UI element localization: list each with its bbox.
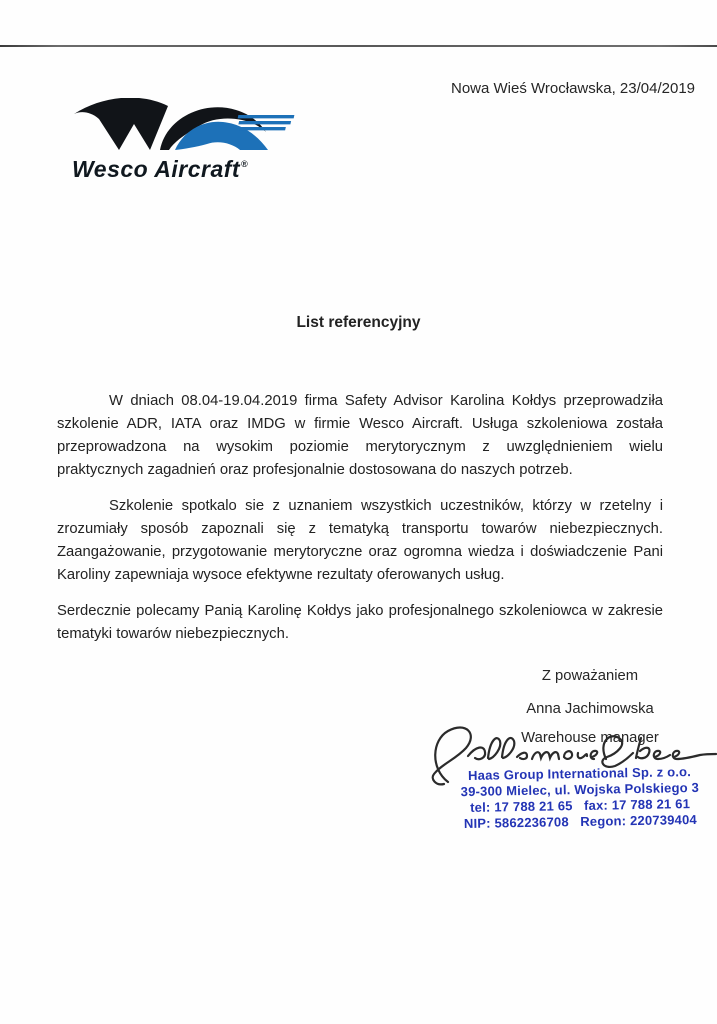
signer-role: Warehouse manager bbox=[521, 730, 659, 746]
signer-name: Anna Jachimowska bbox=[526, 701, 654, 717]
stamp-address: 39-300 Mielec, ul. Wojska Polskiego 3 bbox=[460, 779, 700, 800]
paragraph-3: Serdecznie polecamy Panią Karolinę Kołdys jako profesjonalnego szkoleniowca w zakresie tematyki towarów niebezpiecznych. bbox=[57, 603, 663, 642]
paragraph-1: W dniach 08.04-19.04.2019 firma Safety Advisor Karolina Kołdys przeprowadziła szkolenie ADR, IATA oraz IMDG w firmie Wesco Aircraft. Usługa szkoleniowa została przeprowadzona na wysokim poziomie merytorycznym z uwzględnieniem wielu praktycznych zagadnień oraz profesjonalnie dostosowana do naszych potrzeb. bbox=[57, 393, 663, 478]
closing-block bbox=[470, 668, 710, 746]
paragraph-2: Szkolenie spotkalo sie z uznaniem wszystkich uczestników, którzy w rzetelny i zrozumiały sposób zapoznali się z tematyką transportu towarów niebezpiecznych. Zaangażowanie, przygotowanie merytoryczne oraz ogromna wiedza i doświadczenie Pani Karoliny zapewniaja wysoce efektywne rezultaty oferowanych usług. bbox=[57, 498, 663, 583]
stamp-ids: NIP: 5862236708 Regon: 220739404 bbox=[463, 811, 698, 832]
company-logo bbox=[72, 98, 304, 183]
logo-wordmark: Wesco Aircraft® bbox=[72, 156, 249, 182]
valediction: Z poważaniem bbox=[541, 668, 639, 684]
date-line: Nowa Wieś Wrocławska, 23/04/2019 bbox=[451, 80, 695, 97]
registered-trademark-symbol: ® bbox=[241, 159, 249, 169]
scan-artifact-line bbox=[0, 45, 717, 47]
stamp-company: Haas Group International Sp. z o.o. bbox=[467, 764, 692, 783]
letter-body bbox=[57, 390, 663, 659]
company-stamp bbox=[457, 764, 702, 832]
wesco-aircraft-logo-icon bbox=[72, 98, 304, 154]
stamp-phone-fax: tel: 17 788 21 65 fax: 17 788 21 61 bbox=[470, 796, 691, 815]
letter-title: List referencyjny bbox=[296, 314, 421, 331]
